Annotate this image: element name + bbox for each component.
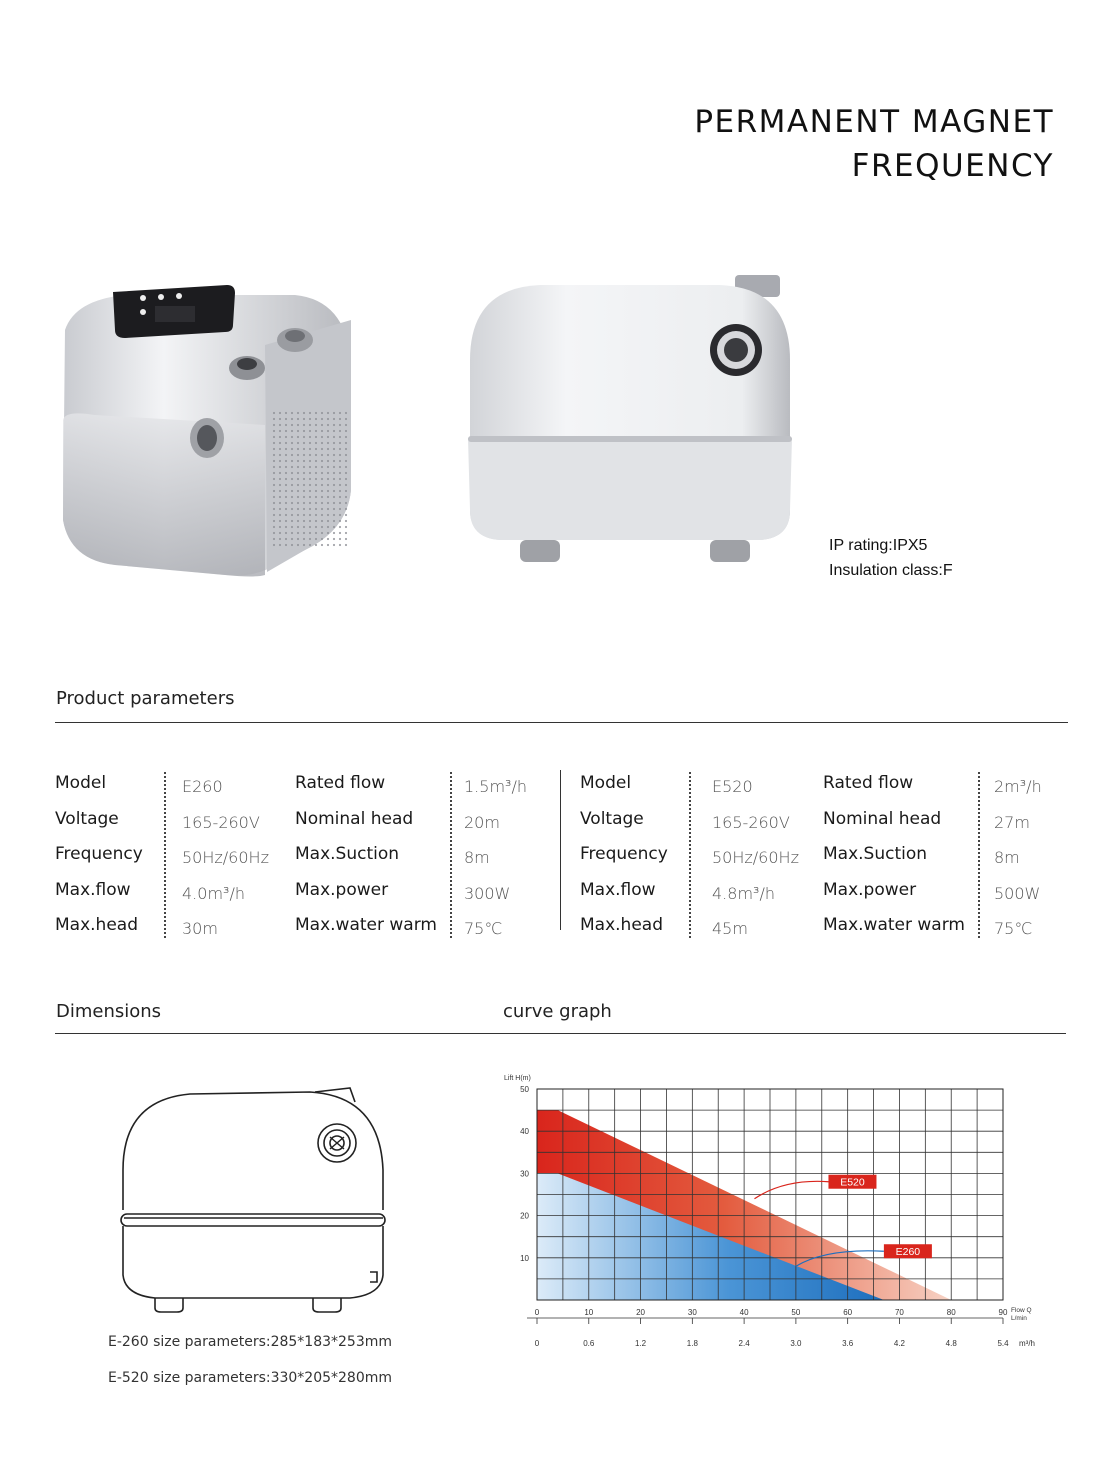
- x-tick-label: 70: [894, 1308, 904, 1317]
- x2-tick-label: 0.6: [583, 1339, 595, 1348]
- x-tick-label: 90: [998, 1308, 1008, 1317]
- y-tick-label: 50: [520, 1085, 529, 1094]
- e520-values-a: [712, 766, 799, 944]
- param-value: 50Hz/60Hz: [182, 848, 269, 867]
- x2-tick-label: 4.8: [945, 1339, 957, 1348]
- divider: [55, 1033, 1066, 1034]
- x-axis-unit: L/min: [1011, 1315, 1027, 1322]
- param-label: Nominal head: [295, 808, 414, 829]
- x-axis-label: Flow Q: [1011, 1307, 1032, 1314]
- dimension-drawing: [115, 1080, 395, 1320]
- pump-photo-front: [460, 270, 800, 575]
- param-value: 75℃: [994, 919, 1033, 938]
- param-label: Max.Suction: [295, 844, 400, 864]
- param-label: Max.flow: [580, 879, 656, 900]
- y-tick-label: 30: [520, 1169, 529, 1179]
- x-tick-label: 60: [843, 1308, 853, 1317]
- divider: [55, 722, 1068, 723]
- pump-photo-angled: [55, 260, 360, 580]
- x-tick-label: 0: [534, 1308, 540, 1317]
- x-tick-label: 40: [739, 1308, 749, 1317]
- param-value: 20m: [464, 812, 500, 832]
- e520-labels-b: [823, 766, 965, 944]
- x-tick-label: 20: [636, 1308, 646, 1317]
- param-label: Max.head: [580, 915, 663, 935]
- param-label: Nominal head: [823, 808, 942, 829]
- param-label: Max.power: [295, 879, 389, 900]
- ratings: [829, 533, 953, 583]
- curve-graph-heading: curve graph: [503, 1001, 612, 1022]
- param-value: 165-260V: [712, 812, 790, 832]
- ip-rating: IP rating:IPX5: [829, 537, 928, 554]
- x2-tick-label: 5.4: [997, 1339, 1009, 1348]
- dotted-separator: [164, 772, 166, 938]
- e520-labels-a: [580, 766, 668, 944]
- e260-values-b: [464, 766, 527, 944]
- e520-size-parameters: E-520 size parameters:330*205*280mm: [108, 1370, 393, 1386]
- x-tick-label: 30: [687, 1308, 697, 1317]
- e260-values-a: [182, 766, 269, 944]
- param-value: 1.5m³/h: [464, 777, 527, 796]
- param-value: E520: [712, 777, 753, 796]
- param-value: 300W: [464, 883, 511, 903]
- x-tick-label: 80: [946, 1308, 956, 1317]
- annotation-leader: [754, 1181, 828, 1198]
- param-label: Model: [580, 773, 632, 793]
- x-tick-label: 50: [791, 1308, 801, 1317]
- dotted-separator: [450, 772, 452, 938]
- param-label: Rated flow: [823, 773, 914, 793]
- param-value: 45m: [712, 919, 748, 938]
- param-label: Max.Suction: [823, 844, 928, 864]
- e260-labels-b: [295, 766, 437, 944]
- param-label: Max.power: [823, 879, 917, 900]
- param-label: Frequency: [580, 844, 668, 864]
- param-label: Voltage: [55, 808, 119, 829]
- param-label: Max.water warm: [295, 915, 437, 935]
- e260-labels-a: [55, 766, 143, 944]
- y-tick-label: 10: [520, 1253, 529, 1263]
- param-label: Max.head: [55, 915, 138, 935]
- param-label: Voltage: [580, 808, 644, 829]
- annotation-label-e520: E520: [840, 1176, 865, 1189]
- model-separator: [560, 770, 561, 930]
- annotation-label-e260: E260: [895, 1246, 921, 1259]
- curve-chart: [495, 1068, 1065, 1358]
- x2-tick-label: 4.2: [893, 1339, 906, 1348]
- x2-tick-label: 3.0: [790, 1339, 802, 1348]
- dotted-separator: [689, 772, 691, 938]
- x2-axis-label: m³/h: [1019, 1339, 1035, 1348]
- param-value: 165-260V: [182, 812, 260, 832]
- param-value: 8m: [464, 848, 490, 867]
- param-value: E260: [182, 777, 223, 796]
- title-line-2: FREQUENCY: [851, 148, 1054, 184]
- dimensions-heading: Dimensions: [56, 1001, 162, 1022]
- e260-size-parameters: E-260 size parameters:285*183*253mm: [108, 1334, 393, 1350]
- param-value: 75℃: [464, 919, 503, 938]
- param-label: Model: [55, 773, 107, 793]
- x2-tick-label: 2.4: [738, 1339, 750, 1348]
- e520-values-b: [994, 766, 1042, 944]
- y-tick-label: 20: [520, 1211, 529, 1221]
- page-title: [694, 100, 1054, 188]
- param-label: Frequency: [55, 844, 143, 864]
- param-value: 2m³/h: [994, 777, 1042, 796]
- product-parameters-heading: Product parameters: [56, 688, 235, 709]
- y-axis-label: Lift H(m): [504, 1075, 531, 1082]
- param-value: 4.0m³/h: [182, 883, 245, 903]
- param-value: 27m: [994, 812, 1030, 832]
- x-tick-label: 10: [584, 1308, 594, 1317]
- y-tick-label: 40: [520, 1127, 529, 1137]
- title-line-1: PERMANENT MAGNET: [694, 104, 1054, 140]
- param-label: Max.water warm: [823, 915, 965, 935]
- param-value: 4.8m³/h: [712, 883, 775, 903]
- param-value: 50Hz/60Hz: [712, 848, 799, 867]
- param-value: 8m: [994, 848, 1020, 867]
- x2-tick-label: 1.2: [634, 1339, 647, 1348]
- x2-tick-label: 3.6: [842, 1339, 854, 1348]
- param-label: Max.flow: [55, 879, 131, 900]
- dotted-separator: [978, 772, 980, 938]
- x2-tick-label: 1.8: [686, 1339, 698, 1348]
- insulation-class: Insulation class:F: [829, 562, 953, 579]
- param-label: Rated flow: [295, 773, 386, 793]
- x2-tick-label: 0: [534, 1339, 540, 1348]
- param-value: 30m: [182, 919, 218, 938]
- param-value: 500W: [994, 883, 1041, 903]
